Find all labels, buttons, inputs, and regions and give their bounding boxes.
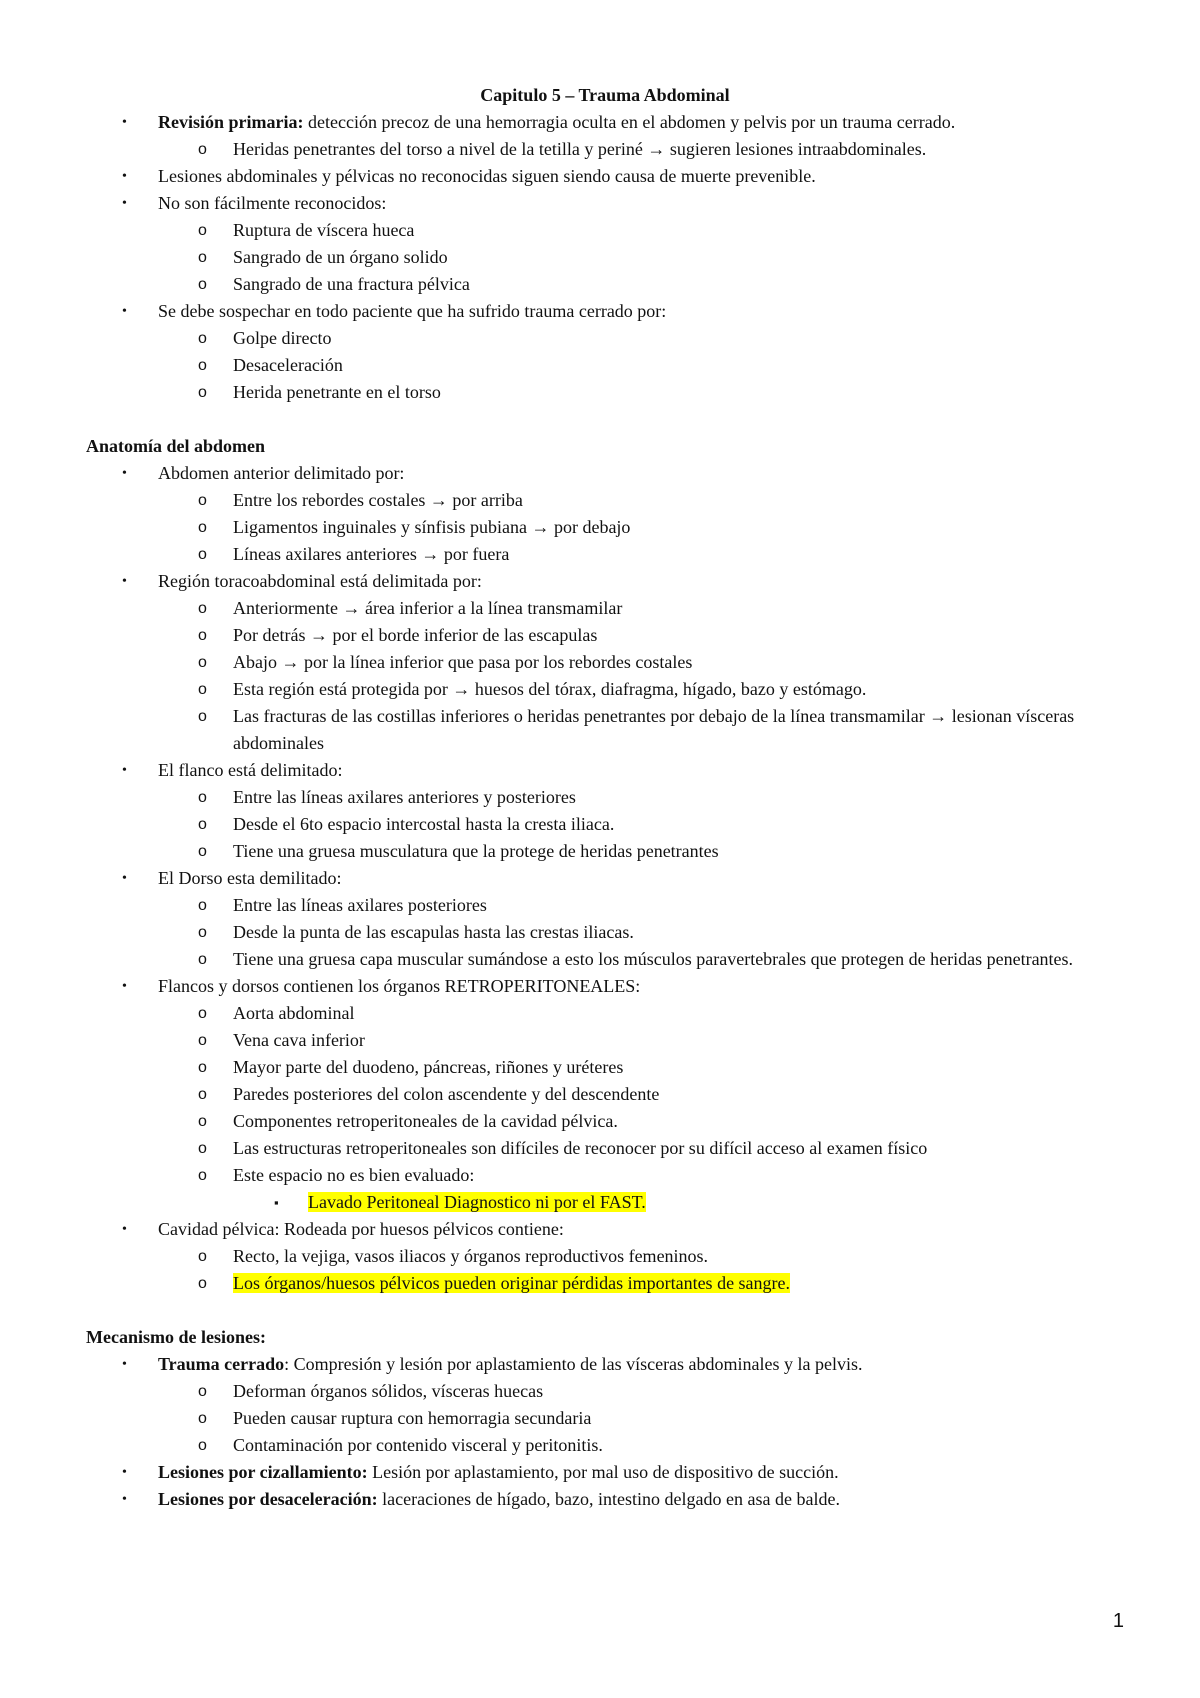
item-text: Sangrado de un órgano solido: [233, 247, 448, 267]
list-item: [86, 892, 1124, 919]
item-text: Región toracoabdominal está delimitada por:: [158, 571, 482, 591]
list-item: [86, 514, 1124, 541]
list-item: [86, 676, 1124, 703]
list-item: [86, 271, 1124, 298]
list-item: [86, 919, 1124, 946]
circle-marker: o: [198, 1113, 207, 1130]
document-page: [86, 82, 1124, 1513]
item-text: Golpe directo: [233, 328, 332, 348]
item-text: detección precoz de una hemorragia oculta en el abdomen y pelvis por un trauma cerrado.: [303, 112, 956, 132]
list-item: [86, 703, 1124, 757]
item-bold-label: Lesiones por cizallamiento:: [158, 1462, 368, 1482]
bullet-marker: •: [122, 763, 127, 778]
circle-marker: o: [198, 276, 207, 293]
list-item: [86, 352, 1124, 379]
circle-marker: o: [198, 681, 207, 698]
circle-marker: o: [198, 1410, 207, 1427]
bullet-marker: •: [122, 304, 127, 319]
circle-marker: o: [198, 951, 207, 968]
circle-marker: o: [198, 519, 207, 536]
circle-marker: o: [198, 600, 207, 617]
list-item: [86, 1054, 1124, 1081]
list-item: [86, 1135, 1124, 1162]
item-text: Las fracturas de las costillas inferiores o heridas penetrantes por debajo de la línea transmamilar → lesionan vísceras abdominales: [233, 706, 1075, 753]
circle-marker: o: [198, 384, 207, 401]
circle-marker: o: [198, 492, 207, 509]
list-item: [86, 541, 1124, 568]
circle-marker: o: [198, 897, 207, 914]
list-item: [86, 1486, 1124, 1513]
item-text: Vena cava inferior: [233, 1030, 365, 1050]
item-text: El Dorso esta demilitado:: [158, 868, 342, 888]
list-item: [86, 1378, 1124, 1405]
item-text: Deforman órganos sólidos, vísceras huecas: [233, 1381, 544, 1401]
list-item: [86, 217, 1124, 244]
circle-marker: o: [198, 1248, 207, 1265]
circle-marker: o: [198, 1167, 207, 1184]
circle-marker: o: [198, 222, 207, 239]
item-text: Se debe sospechar en todo paciente que ha sufrido trauma cerrado por:: [158, 301, 667, 321]
item-text: El flanco está delimitado:: [158, 760, 343, 780]
circle-marker: o: [198, 843, 207, 860]
item-text: Este espacio no es bien evaluado:: [233, 1165, 475, 1185]
intro-list: [86, 109, 1124, 406]
item-text: Heridas penetrantes del torso a nivel de la tetilla y periné → sugieren lesiones intraabdominales.: [233, 139, 927, 159]
item-text: No son fácilmente reconocidos:: [158, 193, 387, 213]
item-text: Lesiones abdominales y pélvicas no reconocidas siguen siendo causa de muerte prevenible.: [158, 166, 816, 186]
bullet-marker: •: [122, 871, 127, 886]
item-bold-label: Trauma cerrado: [158, 1354, 285, 1374]
circle-marker: o: [198, 357, 207, 374]
item-text: Entre las líneas axilares posteriores: [233, 895, 487, 915]
bullet-marker: •: [122, 1465, 127, 1480]
list-item: [86, 1108, 1124, 1135]
circle-marker: o: [198, 816, 207, 833]
item-text: Pueden causar ruptura con hemorragia secundaria: [233, 1408, 592, 1428]
list-item: [86, 757, 1124, 784]
mechanism-list: [86, 1351, 1124, 1513]
item-text: Tiene una gruesa musculatura que la protege de heridas penetrantes: [233, 841, 719, 861]
list-item: [86, 649, 1124, 676]
list-item: [86, 325, 1124, 352]
circle-marker: o: [198, 1032, 207, 1049]
item-text: Mayor parte del duodeno, páncreas, riñones y uréteres: [233, 1057, 624, 1077]
item-text: Desde el 6to espacio intercostal hasta la cresta iliaca.: [233, 814, 615, 834]
document-title: Capitulo 5 – Trauma Abdominal: [480, 85, 730, 105]
section-heading-mecanismo: Mecanismo de lesiones:: [86, 1327, 266, 1347]
list-item: [86, 1189, 1124, 1216]
list-item: [86, 1351, 1124, 1378]
item-text: Las estructuras retroperitoneales son difíciles de reconocer por su difícil acceso al examen físico: [233, 1138, 928, 1158]
item-text: Contaminación por contenido visceral y peritonitis.: [233, 1435, 603, 1455]
list-item: [86, 946, 1124, 973]
list-item: [86, 865, 1124, 892]
item-text: Líneas axilares anteriores → por fuera: [233, 544, 510, 564]
bullet-marker: •: [122, 169, 127, 184]
list-item: [86, 1216, 1124, 1243]
list-item: [86, 136, 1124, 163]
item-text: Herida penetrante en el torso: [233, 382, 441, 402]
circle-marker: o: [198, 1059, 207, 1076]
list-item: [86, 460, 1124, 487]
list-item: [86, 622, 1124, 649]
list-item: [86, 487, 1124, 514]
item-text: Cavidad pélvica: Rodeada por huesos pélvicos contiene:: [158, 1219, 564, 1239]
item-text: Desde la punta de las escapulas hasta las crestas iliacas.: [233, 922, 634, 942]
bullet-marker: •: [122, 466, 127, 481]
circle-marker: o: [198, 627, 207, 644]
list-item: [86, 811, 1124, 838]
item-text: Esta región está protegida por → huesos del tórax, diafragma, hígado, bazo y estómago.: [233, 679, 867, 699]
page-number: 1: [1112, 1610, 1124, 1632]
circle-marker: o: [198, 141, 207, 158]
list-item: [86, 1270, 1124, 1297]
item-text: Desaceleración: [233, 355, 343, 375]
circle-marker: o: [198, 546, 207, 563]
section-heading-anatomia: Anatomía del abdomen: [86, 436, 266, 456]
list-item: [86, 1405, 1124, 1432]
item-text: Componentes retroperitoneales de la cavidad pélvica.: [233, 1111, 618, 1131]
bullet-marker: •: [122, 115, 127, 130]
item-text: Ligamentos inguinales y sínfisis pubiana → por debajo: [233, 517, 631, 537]
circle-marker: o: [198, 330, 207, 347]
item-text: Flancos y dorsos contienen los órganos RETROPERITONEALES:: [158, 976, 641, 996]
item-text: Lesión por aplastamiento, por mal uso de dispositivo de succión.: [367, 1462, 839, 1482]
list-item: [86, 298, 1124, 325]
list-item: [86, 109, 1124, 136]
item-text: Aorta abdominal: [233, 1003, 355, 1023]
item-bold-label: Lesiones por desaceleración:: [158, 1489, 378, 1509]
list-item: [86, 1027, 1124, 1054]
circle-marker: o: [198, 1086, 207, 1103]
list-item: [86, 568, 1124, 595]
item-text: Anteriormente → área inferior a la línea transmamilar: [233, 598, 623, 618]
circle-marker: o: [198, 1383, 207, 1400]
item-text: Paredes posteriores del colon ascendente y del descendente: [233, 1084, 660, 1104]
item-text: Ruptura de víscera hueca: [233, 220, 415, 240]
circle-marker: o: [198, 789, 207, 806]
list-item: [86, 973, 1124, 1000]
anatomy-list: [86, 460, 1124, 1297]
item-text: : Compresión y lesión por aplastamiento de las vísceras abdominales y la pelvis.: [284, 1354, 863, 1374]
list-item: [86, 1162, 1124, 1189]
circle-marker: o: [198, 1275, 207, 1292]
list-item: [86, 379, 1124, 406]
bullet-marker: •: [122, 196, 127, 211]
highlighted-text: Los órganos/huesos pélvicos pueden originar pérdidas importantes de sangre.: [233, 1273, 791, 1293]
list-item: [86, 163, 1124, 190]
item-text: Abajo → por la línea inferior que pasa por los rebordes costales: [233, 652, 693, 672]
bullet-marker: •: [122, 1492, 127, 1507]
item-text: Entre las líneas axilares anteriores y posteriores: [233, 787, 576, 807]
circle-marker: o: [198, 708, 207, 725]
circle-marker: o: [198, 1437, 207, 1454]
bullet-marker: •: [122, 979, 127, 994]
list-item: [86, 1459, 1124, 1486]
list-item: [86, 1243, 1124, 1270]
item-text: Tiene una gruesa capa muscular sumándose a esto los músculos paravertebrales que protegen de heridas penetrantes.: [233, 949, 1074, 969]
list-item: [86, 595, 1124, 622]
list-item: [86, 1000, 1124, 1027]
list-item: [86, 244, 1124, 271]
list-item: [86, 190, 1124, 217]
item-bold-label: Revisión primaria:: [158, 112, 304, 132]
bullet-marker: •: [122, 1357, 127, 1372]
circle-marker: o: [198, 1005, 207, 1022]
list-item: [86, 1432, 1124, 1459]
bullet-marker: •: [122, 1222, 127, 1237]
list-item: [86, 838, 1124, 865]
item-text: Sangrado de una fractura pélvica: [233, 274, 470, 294]
bullet-marker: •: [122, 574, 127, 589]
list-item: [86, 1081, 1124, 1108]
item-text: Recto, la vejiga, vasos iliacos y órganos reproductivos femeninos.: [233, 1246, 709, 1266]
circle-marker: o: [198, 1140, 207, 1157]
list-item: [86, 784, 1124, 811]
circle-marker: o: [198, 249, 207, 266]
circle-marker: o: [198, 924, 207, 941]
item-text: Entre los rebordes costales → por arriba: [233, 490, 523, 510]
square-marker: ▪: [274, 1195, 279, 1210]
highlighted-text: Lavado Peritoneal Diagnostico ni por el FAST.: [308, 1192, 646, 1212]
item-text: Por detrás → por el borde inferior de las escapulas: [233, 625, 598, 645]
item-text: laceraciones de hígado, bazo, intestino delgado en asa de balde.: [377, 1489, 840, 1509]
circle-marker: o: [198, 654, 207, 671]
item-text: Abdomen anterior delimitado por:: [158, 463, 405, 483]
